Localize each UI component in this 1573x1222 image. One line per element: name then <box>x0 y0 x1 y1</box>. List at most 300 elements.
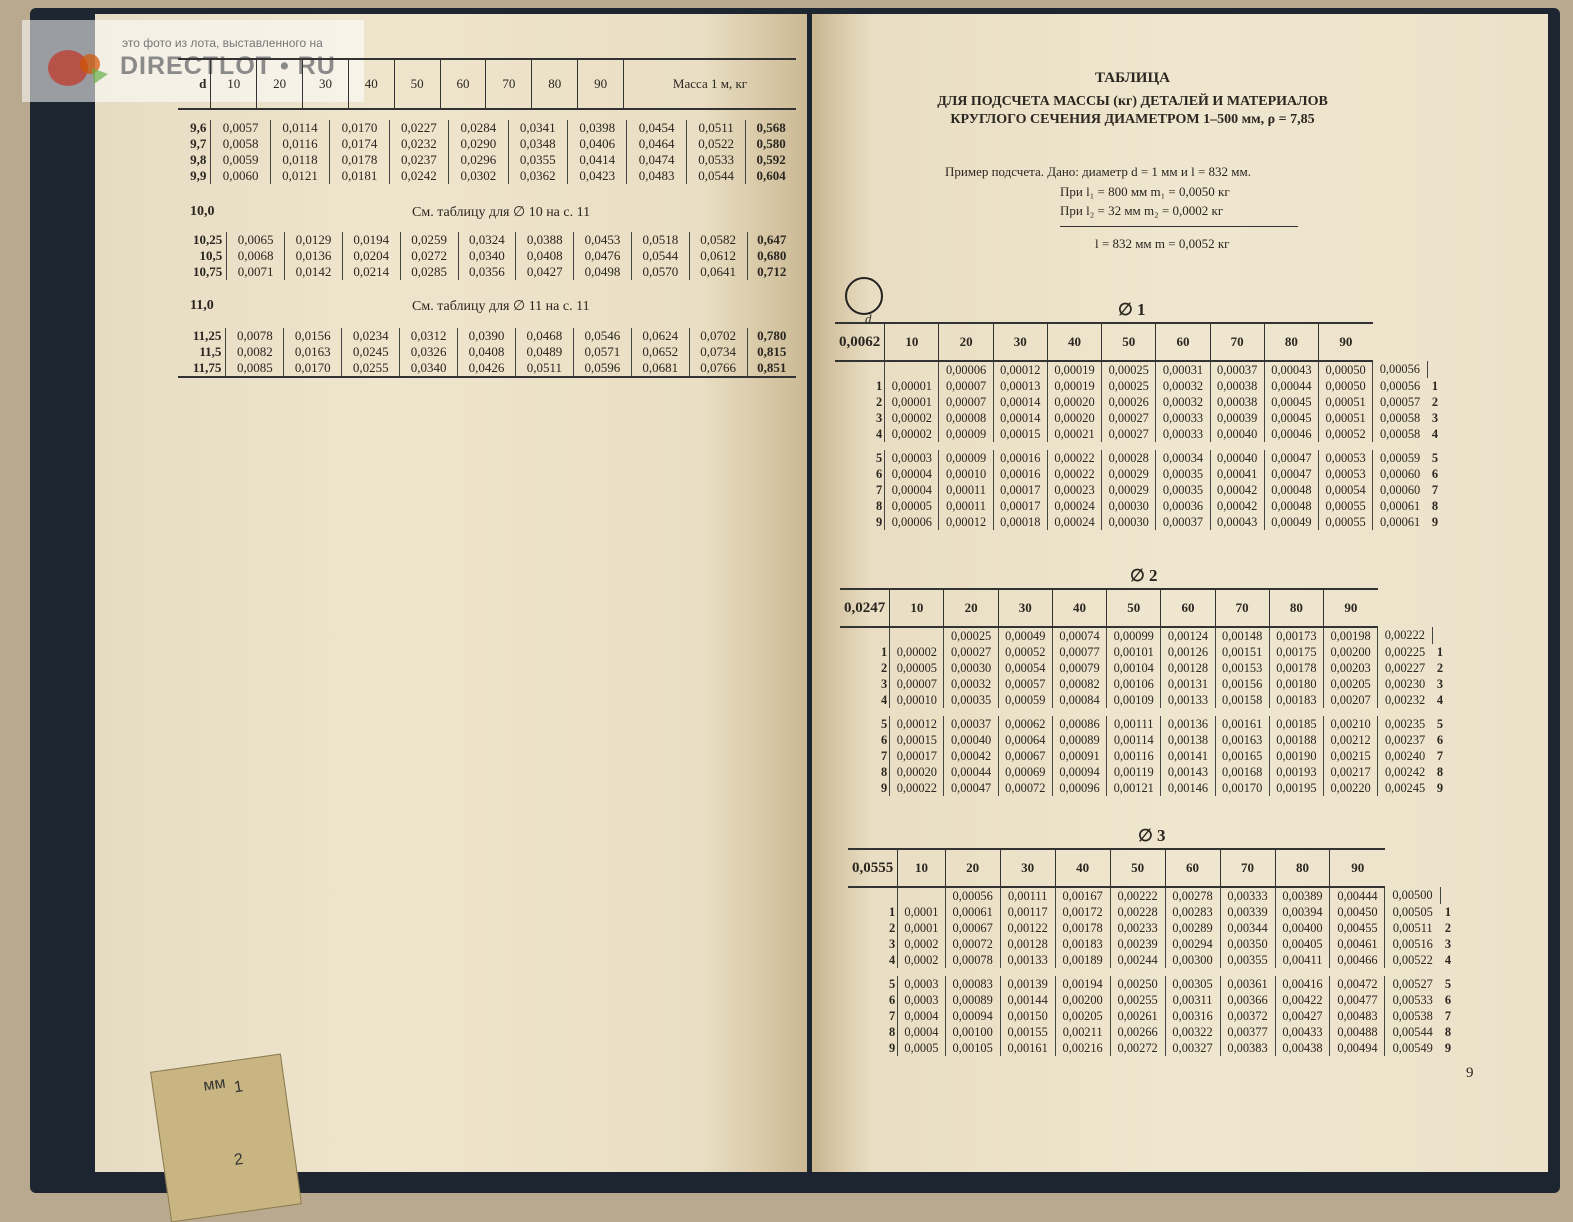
table-cell: 0,00488 <box>1330 1024 1385 1040</box>
table-cell: 0,00091 <box>1052 748 1106 764</box>
row-number: 3 <box>876 410 883 425</box>
table-cell: 0,00144 <box>1000 992 1055 1008</box>
table-cell: 0,00053 <box>1319 450 1373 466</box>
table-cell: 0,00105 <box>945 1040 1000 1056</box>
table-cell: 0,0362 <box>508 168 567 184</box>
left-header-table <box>178 58 796 110</box>
table-cell: 0,00178 <box>1269 660 1323 676</box>
table-cell: 0,00043 <box>1264 361 1318 378</box>
table-row <box>848 1024 1456 1040</box>
table-cell: 0,00266 <box>1110 1024 1165 1040</box>
table-title: ТАБЛИЦА <box>1095 70 1170 86</box>
table-cell: 0,00136 <box>1161 716 1215 732</box>
table-cell: 0,00003 <box>885 450 939 466</box>
table-cell: 0,00025 <box>1102 378 1156 394</box>
table-row <box>835 394 1443 410</box>
table-cell: 0,00030 <box>1102 514 1156 530</box>
table-cell: 0,00062 <box>998 716 1052 732</box>
squirrel-logo-icon <box>42 38 112 92</box>
row-number: 8 <box>1444 1024 1452 1039</box>
row-mass: 0,647 <box>747 232 796 248</box>
table-cell: 0,00222 <box>1110 887 1165 904</box>
header-row <box>840 589 1448 627</box>
table-cell: 0,00122 <box>1000 920 1055 936</box>
column-header: 80 <box>532 59 578 109</box>
table-cell: 0,00116 <box>1107 748 1161 764</box>
table-cell: 0,00082 <box>1052 676 1106 692</box>
table-cell: 0,0285 <box>400 264 458 280</box>
table-cell: 0,0766 <box>689 360 747 377</box>
table-cell: 0,00032 <box>944 676 998 692</box>
table-cell: 0,00078 <box>945 952 1000 968</box>
table-cell: 0,00228 <box>1110 904 1165 920</box>
column-header: 30 <box>998 589 1052 627</box>
example-divider <box>1060 226 1298 227</box>
table-cell: 0,0427 <box>516 264 574 280</box>
table-cell: 0,00261 <box>1110 1008 1165 1024</box>
table-cell: 0,00194 <box>1055 976 1110 992</box>
table-cell: 0,0284 <box>449 120 508 136</box>
table-cell: 0,00029 <box>1102 482 1156 498</box>
row-number: 6 <box>1431 466 1439 481</box>
diameter-table-3 <box>848 848 1456 1056</box>
table-cell: 0,00002 <box>885 410 939 426</box>
table-cell: 0,00037 <box>944 716 998 732</box>
table-cell: 0,0324 <box>458 232 516 248</box>
table-cell: 0,00035 <box>1156 466 1210 482</box>
table-cell: 0,00272 <box>1110 1040 1165 1056</box>
row-number: 6 <box>1444 992 1452 1007</box>
table-cell: 0,0057 <box>211 120 270 136</box>
table-cell: 0,0259 <box>400 232 458 248</box>
corner-mass: 0,0247 <box>840 589 890 627</box>
row-number: 5 <box>1436 716 1444 731</box>
table-row <box>835 466 1443 482</box>
table-cell: 0,00183 <box>1269 692 1323 708</box>
table-cell: 0,00004 <box>885 466 939 482</box>
table-cell: 0,0085 <box>226 360 284 377</box>
table-cell: 0,00211 <box>1055 1024 1110 1040</box>
table-cell: 0,00047 <box>1264 450 1318 466</box>
table-cell: 0,00472 <box>1330 976 1385 992</box>
table-cell: 0,00038 <box>1210 378 1264 394</box>
table-cell: 0,00511 <box>1385 920 1440 936</box>
table-cell: 0,0002 <box>898 936 945 952</box>
table-cell: 0,0518 <box>631 232 689 248</box>
table-cell: 0,00035 <box>1156 482 1210 498</box>
table-cell: 0,00037 <box>1156 514 1210 530</box>
table-row <box>835 361 1443 378</box>
table-cell: 0,00020 <box>890 764 944 780</box>
row-number: 7 <box>876 482 883 497</box>
table-cell: 0,0002 <box>898 952 945 968</box>
table-cell: 0,00055 <box>1319 498 1373 514</box>
column-header: 10 <box>211 59 257 109</box>
table-cell: 0,00025 <box>944 627 998 644</box>
table-cell: 0,00027 <box>944 644 998 660</box>
table-subtitle-1: ДЛЯ ПОДСЧЕТА МАССЫ (кг) ДЕТАЛЕЙ И МАТЕРИАЛОВ <box>937 94 1328 109</box>
table-cell: 0,00155 <box>1000 1024 1055 1040</box>
row-number: 3 <box>1444 936 1452 951</box>
table-cell: 0,00207 <box>1324 692 1378 708</box>
table-cell: 0,00148 <box>1215 627 1269 644</box>
column-header: 40 <box>348 59 394 109</box>
table-cell: 0,00210 <box>1324 716 1378 732</box>
column-header: 50 <box>1102 323 1156 361</box>
table-row <box>848 1008 1456 1024</box>
table-cell: 0,00052 <box>998 644 1052 660</box>
table-cell: 0,0340 <box>400 360 458 377</box>
row-number: 5 <box>889 976 896 991</box>
table-cell: 0,0734 <box>689 344 747 360</box>
row-number: 7 <box>881 748 888 763</box>
row-number: 6 <box>876 466 883 481</box>
row-number: 1 <box>1431 378 1439 393</box>
table-cell: 0,0227 <box>389 120 448 136</box>
row-number: 8 <box>889 1024 896 1039</box>
table-cell: 0,00060 <box>1373 482 1427 498</box>
table-cell: 0,00096 <box>1052 780 1106 796</box>
table-cell: 0,0511 <box>686 120 745 136</box>
table-cell: 0,00017 <box>890 748 944 764</box>
ruler-mark-1: 1 <box>232 1078 245 1097</box>
table-cell: 0,00014 <box>993 394 1047 410</box>
table-cell: 0,00054 <box>998 660 1052 676</box>
row-mass: 0,580 <box>746 136 796 152</box>
row-number: 7 <box>1436 748 1444 763</box>
row-number: 9 <box>889 1040 896 1055</box>
row-mass: 0,780 <box>747 328 796 344</box>
table-subtitle-2: КРУГЛОГО СЕЧЕНИЯ ДИАМЕТРОМ 1–500 мм, ρ = 7,85 <box>950 112 1315 127</box>
row-number: 9 <box>876 514 883 529</box>
table-cell: 0,00094 <box>1052 764 1106 780</box>
table-cell: 0,0414 <box>568 152 627 168</box>
table-cell: 0,00014 <box>993 410 1047 426</box>
table-cell: 0,0341 <box>508 120 567 136</box>
table-cell: 0,0571 <box>573 344 631 360</box>
table-row <box>840 764 1448 780</box>
table-cell: 0,00225 <box>1378 644 1432 660</box>
table-cell: 0,00131 <box>1161 676 1215 692</box>
table-cell: 0,00143 <box>1161 764 1215 780</box>
table-cell: 0,00394 <box>1275 904 1330 920</box>
table-cell: 0,00086 <box>1052 716 1106 732</box>
table-cell: 0,0142 <box>285 264 343 280</box>
table-cell: 0,00035 <box>944 692 998 708</box>
table-cell: 0,00013 <box>993 378 1047 394</box>
table-cell: 0,0312 <box>400 328 458 344</box>
table-cell: 0,0065 <box>227 232 285 248</box>
column-header: 20 <box>944 589 998 627</box>
diameter-table-1 <box>835 322 1443 530</box>
table-cell: 0,00533 <box>1385 992 1440 1008</box>
table-cell: 0,0003 <box>898 976 945 992</box>
table-cell: 0,00099 <box>1107 627 1161 644</box>
table-cell: 0,00031 <box>1156 361 1210 378</box>
table-cell: 0,00300 <box>1165 952 1220 968</box>
row-number: 8 <box>1436 764 1444 779</box>
table-cell: 0,00074 <box>1052 627 1106 644</box>
table-cell: 0,00083 <box>945 976 1000 992</box>
table-cell: 0,00172 <box>1055 904 1110 920</box>
column-header: 10 <box>890 589 944 627</box>
table-cell: 0,00058 <box>1373 426 1427 442</box>
table-cell: 0,00056 <box>1373 361 1427 378</box>
table-cell: 0,0068 <box>227 248 285 264</box>
table-cell: 0,00040 <box>944 732 998 748</box>
table-cell: 0,0355 <box>508 152 567 168</box>
row-number: 9 <box>1444 1040 1452 1055</box>
ruler-mark-2: 2 <box>233 1150 245 1169</box>
table-row <box>848 920 1456 936</box>
table-cell: 0,00069 <box>998 764 1052 780</box>
reference-text: См. таблицу для ∅ 10 на с. 11 <box>412 205 591 220</box>
header-row <box>848 849 1456 887</box>
row-gap <box>848 968 1456 976</box>
table-cell: 0,00240 <box>1378 748 1432 764</box>
table-cell: 0,0464 <box>627 136 686 152</box>
table-row <box>835 378 1443 394</box>
table-cell: 0,00161 <box>1215 716 1269 732</box>
corner-mass: 0,0062 <box>835 323 885 361</box>
column-header: 60 <box>440 59 486 109</box>
table-cell: 0,00011 <box>939 498 993 514</box>
table-cell: 0,0071 <box>227 264 285 280</box>
table-cell: 0,00049 <box>1264 514 1318 530</box>
table-cell: 0,00032 <box>1156 394 1210 410</box>
table-cell: 0,00001 <box>885 394 939 410</box>
row-diameter: 9,9 <box>190 168 207 183</box>
row-number <box>840 627 890 644</box>
table-row <box>848 936 1456 952</box>
table-cell: 0,00161 <box>1000 1040 1055 1056</box>
row-number: 1 <box>876 378 883 393</box>
column-header: 40 <box>1052 589 1106 627</box>
table-cell: 0,0408 <box>516 248 574 264</box>
table-cell: 0,00215 <box>1324 748 1378 764</box>
table-row <box>178 344 796 360</box>
table-cell: 0,0652 <box>631 344 689 360</box>
column-header: 90 <box>1324 589 1378 627</box>
row-diameter: 11,25 <box>192 328 222 343</box>
table-cell: 0,00522 <box>1385 952 1440 968</box>
table-cell: 0,0116 <box>270 136 329 152</box>
table-cell: 0,0624 <box>631 328 689 344</box>
table-cell: 0,00170 <box>1215 780 1269 796</box>
table-cell: 0,00017 <box>993 498 1047 514</box>
row-number: 3 <box>889 936 896 951</box>
table-cell: 0,0082 <box>226 344 284 360</box>
table-cell: 0,00235 <box>1378 716 1432 732</box>
example-line-1: При l₁ = 800 мм m₁ = 0,0050 кг <box>1060 184 1230 199</box>
table-cell: 0,00059 <box>998 692 1052 708</box>
table-row <box>178 120 796 136</box>
table-row <box>835 482 1443 498</box>
table-cell: 0,00189 <box>1055 952 1110 968</box>
table-cell: 0,00052 <box>1319 426 1373 442</box>
row-number: 1 <box>889 904 896 919</box>
table-cell: 0,0078 <box>226 328 284 344</box>
table-cell: 0,00022 <box>1047 466 1101 482</box>
row-number <box>1432 627 1448 644</box>
table-cell: 0,0511 <box>515 360 573 377</box>
table-row <box>178 328 796 344</box>
table-cell: 0,00046 <box>1264 426 1318 442</box>
table-cell: 0,00255 <box>1110 992 1165 1008</box>
table-row <box>178 136 796 152</box>
table-cell: 0,00111 <box>1107 716 1161 732</box>
table-cell: 0,00024 <box>1047 498 1101 514</box>
table-cell: 0,0544 <box>686 168 745 184</box>
row-diameter: 9,8 <box>190 152 207 167</box>
table-cell: 0,00047 <box>944 780 998 796</box>
column-header: 70 <box>486 59 532 109</box>
column-header: 20 <box>939 323 993 361</box>
row-number: 4 <box>1444 952 1452 967</box>
diameter-table-2 <box>840 588 1448 796</box>
table-cell: 0,00311 <box>1165 992 1220 1008</box>
table-cell: 0,00034 <box>1156 450 1210 466</box>
table-cell: 0,00344 <box>1220 920 1275 936</box>
table-row <box>840 660 1448 676</box>
table-cell: 0,00245 <box>1378 780 1432 796</box>
column-header: 20 <box>257 59 303 109</box>
table-cell: 0,00124 <box>1161 627 1215 644</box>
table-cell: 0,00139 <box>1000 976 1055 992</box>
left-page <box>95 14 807 1172</box>
table-cell: 0,00180 <box>1269 676 1323 692</box>
row-diameter: 10,75 <box>193 264 223 279</box>
table-cell: 0,00405 <box>1275 936 1330 952</box>
ruler-unit: мм <box>202 1074 227 1095</box>
table-cell: 0,0178 <box>330 152 389 168</box>
table-cell: 0,00339 <box>1220 904 1275 920</box>
table-cell: 0,00007 <box>939 378 993 394</box>
table-cell: 0,00040 <box>1210 426 1264 442</box>
table-cell: 0,00500 <box>1385 887 1440 904</box>
row-number: 2 <box>1431 394 1439 409</box>
table-cell: 0,0004 <box>898 1024 945 1040</box>
table-cell: 0,00389 <box>1275 887 1330 904</box>
table-cell: 0,00232 <box>1378 692 1432 708</box>
table-cell: 0,0001 <box>898 904 945 920</box>
row-number: 7 <box>1431 482 1439 497</box>
row-gap <box>835 442 1443 450</box>
table-cell: 0,0489 <box>515 344 573 360</box>
reference-text: См. таблицу для ∅ 11 на с. 11 <box>412 299 590 314</box>
row-number: 3 <box>1436 676 1444 691</box>
table-cell: 0,00079 <box>1052 660 1106 676</box>
table-cell: 0,00327 <box>1165 1040 1220 1056</box>
table-cell: 0,00017 <box>993 482 1047 498</box>
table-cell: 0,0156 <box>284 328 342 344</box>
table-cell: 0,0214 <box>342 264 400 280</box>
table-cell: 0,00242 <box>1378 764 1432 780</box>
table-cell: 0,00128 <box>1161 660 1215 676</box>
row-number: 9 <box>1431 514 1439 529</box>
table-cell: 0,00006 <box>939 361 993 378</box>
table-cell: 0,00372 <box>1220 1008 1275 1024</box>
column-header: 60 <box>1156 323 1210 361</box>
table-cell: 0,0398 <box>568 120 627 136</box>
row-number: 1 <box>881 644 888 659</box>
table-row <box>178 232 796 248</box>
table-cell: 0,00055 <box>1319 514 1373 530</box>
table-cell: 0,00072 <box>998 780 1052 796</box>
table-cell: 0,00028 <box>1102 450 1156 466</box>
table-cell: 0,00101 <box>1107 644 1161 660</box>
table-row <box>835 498 1443 514</box>
table-cell: 0,0388 <box>516 232 574 248</box>
row-number: 1 <box>1436 644 1444 659</box>
row-number: 4 <box>1436 692 1444 707</box>
table-cell: 0,00032 <box>1156 378 1210 394</box>
table-cell <box>898 887 945 904</box>
column-header: 60 <box>1165 849 1220 887</box>
table-cell: 0,00020 <box>1047 394 1101 410</box>
table-cell: 0,00030 <box>1102 498 1156 514</box>
table-cell: 0,0181 <box>330 168 389 184</box>
table-cell: 0,00283 <box>1165 904 1220 920</box>
table-cell: 0,00027 <box>1102 426 1156 442</box>
row-number: 4 <box>1431 426 1439 441</box>
gap-cell <box>848 968 898 976</box>
row-mass: 0,680 <box>747 248 796 264</box>
table-cell: 0,0533 <box>686 152 745 168</box>
table-cell: 0,00233 <box>1110 920 1165 936</box>
table-cell: 0,0483 <box>627 168 686 184</box>
table-row <box>178 264 796 280</box>
table-cell: 0,00030 <box>944 660 998 676</box>
table-cell: 0,00138 <box>1161 732 1215 748</box>
table-cell: 0,00012 <box>993 361 1047 378</box>
left-group-3 <box>178 328 796 378</box>
table-row <box>840 732 1448 748</box>
row-number: 5 <box>1431 450 1439 465</box>
table-row <box>848 992 1456 1008</box>
table-cell: 0,00015 <box>993 426 1047 442</box>
table-cell: 0,00237 <box>1378 732 1432 748</box>
table-cell: 0,00067 <box>998 748 1052 764</box>
table-cell: 0,00033 <box>1156 426 1210 442</box>
table-cell: 0,00019 <box>1047 361 1101 378</box>
table-cell: 0,00089 <box>945 992 1000 1008</box>
table-row <box>848 1040 1456 1056</box>
table-cell: 0,00350 <box>1220 936 1275 952</box>
row-number: 2 <box>1444 920 1452 935</box>
column-header: 10 <box>898 849 945 887</box>
table-cell: 0,0237 <box>389 152 448 168</box>
page-number: 9 <box>1466 1065 1474 1081</box>
row-number: 7 <box>1444 1008 1452 1023</box>
table-cell: 0,00505 <box>1385 904 1440 920</box>
table-cell: 0,00038 <box>1210 394 1264 410</box>
table-cell: 0,00051 <box>1319 410 1373 426</box>
table-cell: 0,0612 <box>689 248 747 264</box>
table-cell: 0,00411 <box>1275 952 1330 968</box>
row-number: 5 <box>876 450 883 465</box>
table-cell: 0,00355 <box>1220 952 1275 968</box>
table-cell: 0,0060 <box>211 168 270 184</box>
row-mass: 0,815 <box>747 344 796 360</box>
row-number: 6 <box>1436 732 1444 747</box>
gap-cell <box>835 442 885 450</box>
table-cell: 0,00044 <box>944 764 998 780</box>
table-cell: 0,00059 <box>1373 450 1427 466</box>
table-cell: 0,00022 <box>1047 450 1101 466</box>
column-header: 80 <box>1275 849 1330 887</box>
row-mass: 0,592 <box>746 152 796 168</box>
